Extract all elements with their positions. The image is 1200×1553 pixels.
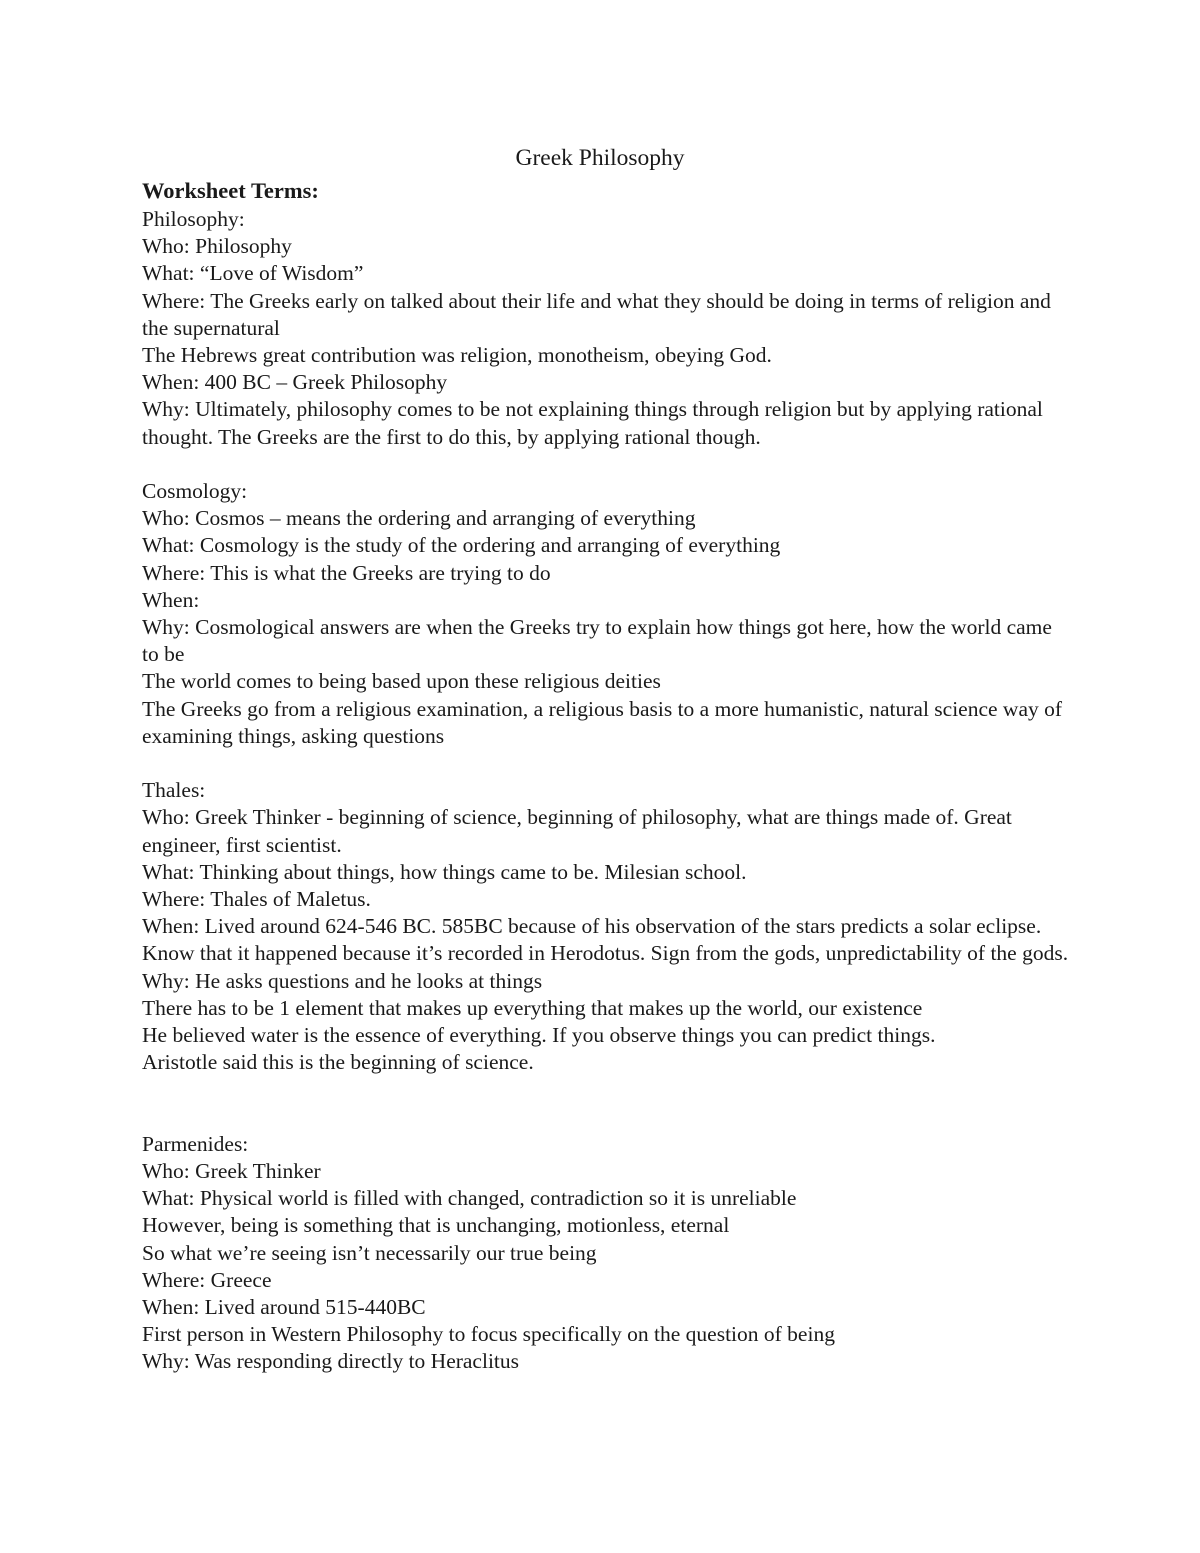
term-heading: Philosophy: xyxy=(142,207,245,231)
term-line: When: Lived around 515-440BC xyxy=(142,1295,426,1320)
term-line: Who: Greek Thinker xyxy=(142,1159,321,1184)
term-line: What: Cosmology is the study of the ordering and arranging of everything xyxy=(142,533,781,558)
term-line: When: 400 BC – Greek Philosophy xyxy=(142,370,448,395)
section-parmenides xyxy=(142,1131,1072,1376)
term-line: The Hebrews great contribution was religion, monotheism, obeying God. xyxy=(142,343,772,368)
term-line: Why: Ultimately, philosophy comes to be not explaining things through religion but by applying rational thought. The Greeks are the first to do this, by applying rational though. xyxy=(142,397,1043,449)
term-line: Who: Greek Thinker - beginning of science, beginning of philosophy, what are things made of. Great engineer, first scientist. xyxy=(142,805,1012,857)
term-heading: Cosmology: xyxy=(142,479,248,504)
term-line: What: Physical world is filled with changed, contradiction so it is unreliable xyxy=(142,1186,797,1211)
term-line: First person in Western Philosophy to focus specifically on the question of being xyxy=(142,1322,835,1347)
section-spacer xyxy=(142,1076,1072,1130)
term-heading: Parmenides: xyxy=(142,1131,249,1156)
term-line: He believed water is the essence of everything. If you observe things you can predict things. xyxy=(142,1023,936,1048)
term-line: Where: Thales of Maletus. xyxy=(142,887,371,912)
term-line: Why: Cosmological answers are when the Greeks try to explain how things got here, how the world came to be xyxy=(142,615,1052,667)
section-cosmology xyxy=(142,478,1072,750)
term-line: Who: Cosmos – means the ordering and arranging of everything xyxy=(142,506,696,531)
term-line: Aristotle said this is the beginning of science. xyxy=(142,1050,534,1075)
term-line: Why: Was responding directly to Heraclitus xyxy=(142,1349,520,1374)
term-line: There has to be 1 element that makes up everything that makes up the world, our existence xyxy=(142,995,923,1020)
term-line: Who: Philosophy xyxy=(142,234,292,259)
section-spacer xyxy=(142,451,1072,478)
term-line: When: xyxy=(142,587,200,612)
term-line: Where: This is what the Greeks are trying to do xyxy=(142,560,551,585)
term-line: What: Thinking about things, how things came to be. Milesian school. xyxy=(142,859,747,884)
term-line: Why: He asks questions and he looks at things xyxy=(142,968,543,993)
term-line: Where: The Greeks early on talked about their life and what they should be doing in terms of religion and the supernatural xyxy=(142,288,1051,340)
term-line: The Greeks go from a religious examination, a religious basis to a more humanistic, natural science way of examining things, asking questions xyxy=(142,696,1063,748)
document-body xyxy=(142,176,1072,1376)
worksheet-terms-heading: Worksheet Terms: xyxy=(142,178,319,203)
section-philosophy xyxy=(142,206,1072,451)
section-thales xyxy=(142,777,1072,1076)
term-line: When: Lived around 624-546 BC. 585BC because of his observation of the stars predicts a solar eclipse. Know that it happened because it’s recorded in Herodotus. Sign from the gods, unpredictability of the gods. xyxy=(142,914,1069,966)
term-line: However, being is something that is unchanging, motionless, eternal xyxy=(142,1213,730,1238)
section-spacer xyxy=(142,750,1072,777)
term-heading: Thales: xyxy=(142,778,206,803)
document-title: Greek Philosophy xyxy=(515,145,685,171)
term-line: What: “Love of Wisdom” xyxy=(142,261,364,286)
term-line: So what we’re seeing isn’t necessarily our true being xyxy=(142,1240,597,1265)
term-line: The world comes to being based upon these religious deities xyxy=(142,669,661,694)
term-line: Where: Greece xyxy=(142,1267,272,1292)
